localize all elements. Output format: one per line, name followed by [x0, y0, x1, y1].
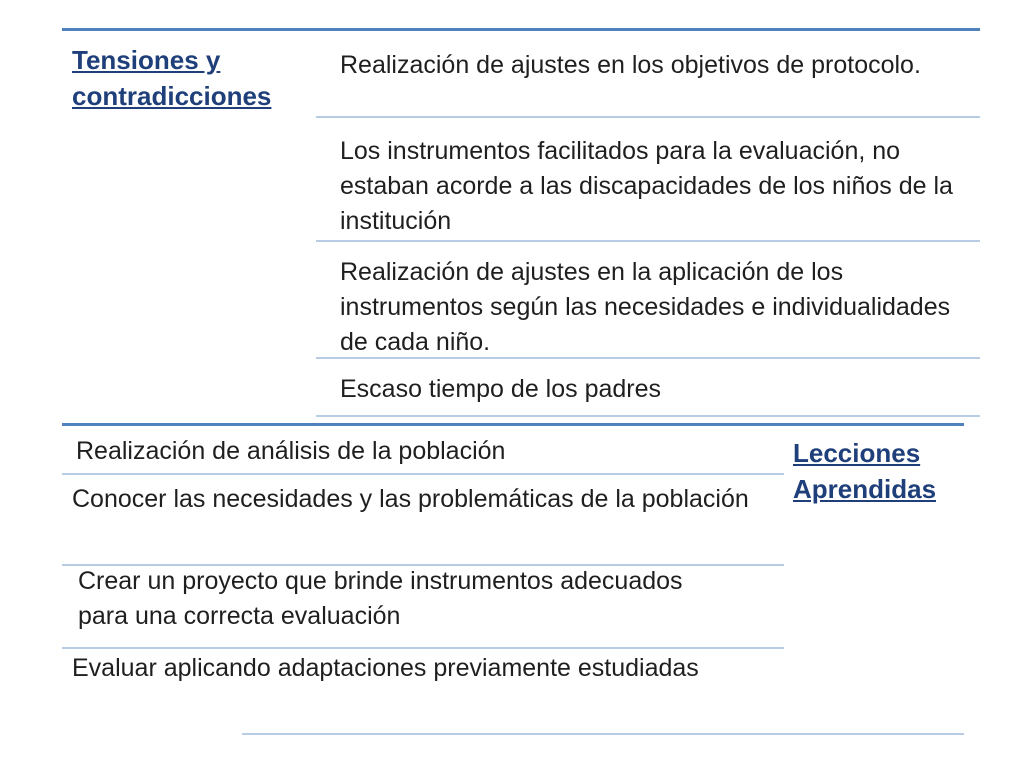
lecciones-top-border: [62, 423, 964, 426]
tensiones-item: Los instrumentos facilitados para la evaluación, no estaban acorde a las discapacidades de los niños de la institución: [340, 137, 953, 235]
lecciones-title: Lecciones Aprendidas: [793, 438, 937, 504]
tensiones-row-divider: [316, 116, 980, 118]
lecciones-item: Evaluar aplicando adaptaciones previamente estudiadas: [72, 654, 699, 682]
tensiones-item: Realización de ajustes en la aplicación de los instrumentos según las necesidades e individualidades de cada niño.: [340, 258, 951, 356]
tensiones-row-divider: [316, 240, 980, 242]
tensiones-title: Tensiones y contradicciones: [72, 45, 272, 111]
lecciones-item: Crear un proyecto que brinde instrumentos adecuados para una correcta evaluación: [78, 567, 683, 630]
tensiones-row-divider: [316, 357, 980, 359]
tensiones-item: Escaso tiempo de los padres: [340, 375, 662, 403]
lecciones-row-divider: [62, 647, 784, 649]
tensiones-item: Realización de ajustes en los objetivos de protocolo.: [340, 51, 921, 79]
lecciones-bottom-border: [242, 733, 964, 735]
lecciones-item: Realización de análisis de la población: [76, 437, 506, 465]
tensiones-top-border: [62, 28, 980, 31]
lecciones-item: Conocer las necesidades y las problemáticas de la población: [72, 485, 749, 513]
lecciones-row-divider: [62, 473, 784, 475]
tensiones-bottom-border: [316, 415, 980, 417]
